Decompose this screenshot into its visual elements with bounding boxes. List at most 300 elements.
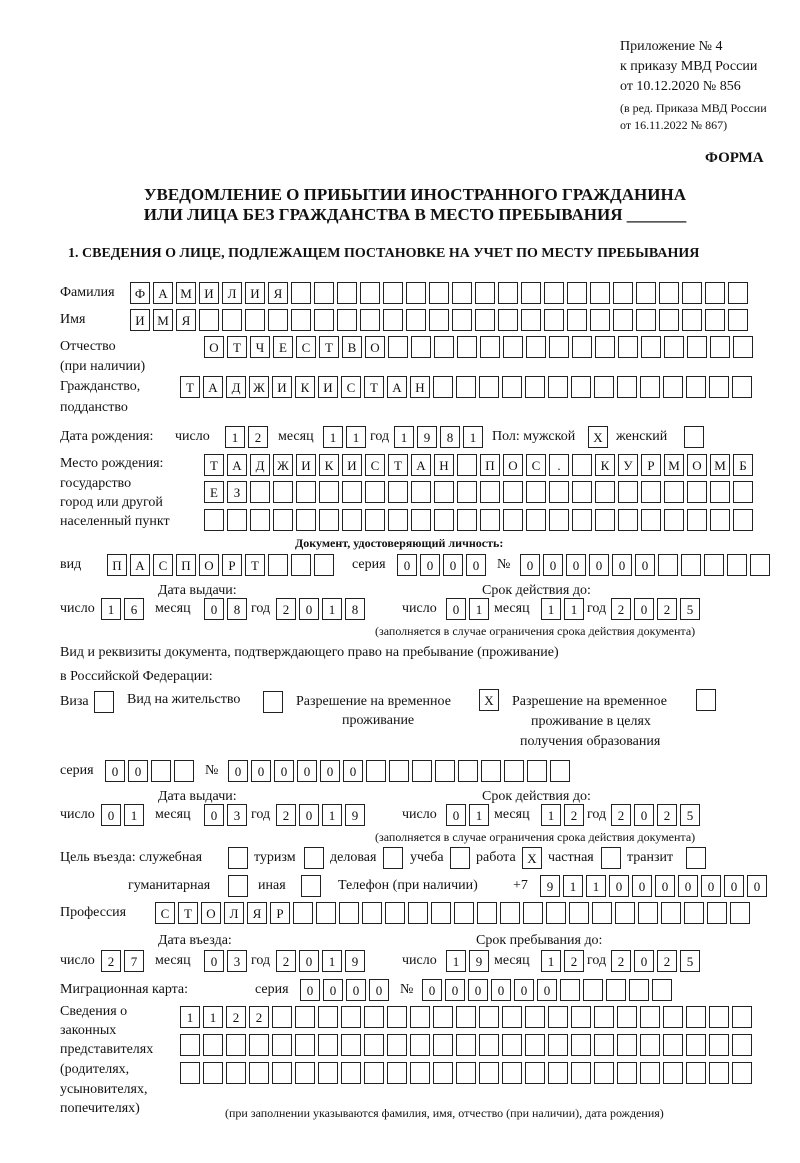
char-cell[interactable] [203, 1062, 223, 1084]
id-valid-day-field[interactable] [446, 598, 492, 620]
char-cell[interactable] [318, 1006, 338, 1028]
char-cell[interactable] [314, 554, 334, 576]
char-cell[interactable]: 0 [747, 875, 767, 897]
char-cell[interactable] [652, 979, 672, 1001]
birth-year-field[interactable] [394, 426, 486, 448]
char-cell[interactable]: 1 [203, 1006, 223, 1028]
char-cell[interactable] [456, 1034, 476, 1056]
purpose-transit-checkbox[interactable] [686, 847, 709, 869]
char-cell[interactable]: А [411, 454, 431, 476]
representatives-field-1[interactable] [180, 1006, 755, 1028]
char-cell[interactable] [594, 1034, 614, 1056]
stay-until-year-field[interactable] [611, 950, 703, 972]
char-cell[interactable] [480, 336, 500, 358]
char-cell[interactable] [709, 1006, 729, 1028]
char-cell[interactable] [410, 1062, 430, 1084]
char-cell[interactable] [595, 481, 615, 503]
char-cell[interactable] [304, 847, 324, 869]
char-cell[interactable] [203, 1034, 223, 1056]
char-cell[interactable] [296, 509, 316, 531]
residence-permit-checkbox[interactable] [263, 691, 286, 713]
purpose-work-checkbox[interactable] [522, 847, 545, 869]
char-cell[interactable] [301, 875, 321, 897]
char-cell[interactable]: 0 [634, 598, 654, 620]
char-cell[interactable] [686, 1062, 706, 1084]
char-cell[interactable] [684, 426, 704, 448]
char-cell[interactable]: 0 [446, 804, 466, 826]
char-cell[interactable] [249, 1062, 269, 1084]
char-cell[interactable]: А [203, 376, 223, 398]
char-cell[interactable]: 0 [369, 979, 389, 1001]
char-cell[interactable] [452, 282, 472, 304]
char-cell[interactable]: А [153, 282, 173, 304]
char-cell[interactable] [548, 1006, 568, 1028]
char-cell[interactable]: Р [222, 554, 242, 576]
char-cell[interactable] [250, 481, 270, 503]
char-cell[interactable] [479, 376, 499, 398]
char-cell[interactable] [314, 282, 334, 304]
char-cell[interactable]: 0 [632, 875, 652, 897]
char-cell[interactable]: 0 [299, 598, 319, 620]
char-cell[interactable]: 1 [322, 598, 342, 620]
char-cell[interactable]: Т [178, 902, 198, 924]
char-cell[interactable]: 0 [251, 760, 271, 782]
char-cell[interactable] [569, 902, 589, 924]
char-cell[interactable]: Л [224, 902, 244, 924]
purpose-humanitarian-checkbox[interactable] [228, 875, 251, 897]
char-cell[interactable] [696, 689, 716, 711]
char-cell[interactable] [664, 509, 684, 531]
char-cell[interactable] [250, 509, 270, 531]
char-cell[interactable]: 9 [417, 426, 437, 448]
entry-day-field[interactable] [101, 950, 147, 972]
char-cell[interactable] [636, 309, 656, 331]
char-cell[interactable] [687, 481, 707, 503]
char-cell[interactable] [663, 1062, 683, 1084]
char-cell[interactable]: Т [319, 336, 339, 358]
char-cell[interactable]: Т [364, 376, 384, 398]
char-cell[interactable] [454, 902, 474, 924]
char-cell[interactable] [527, 760, 547, 782]
char-cell[interactable]: 0 [514, 979, 534, 1001]
char-cell[interactable]: Е [273, 336, 293, 358]
stay-until-month-field[interactable] [541, 950, 587, 972]
char-cell[interactable]: Ф [130, 282, 150, 304]
char-cell[interactable] [337, 282, 357, 304]
char-cell[interactable]: 0 [420, 554, 440, 576]
char-cell[interactable]: 0 [446, 598, 466, 620]
char-cell[interactable] [523, 902, 543, 924]
char-cell[interactable]: 0 [468, 979, 488, 1001]
char-cell[interactable] [383, 847, 403, 869]
char-cell[interactable]: К [595, 454, 615, 476]
char-cell[interactable]: М [664, 454, 684, 476]
char-cell[interactable]: 9 [345, 804, 365, 826]
char-cell[interactable] [629, 979, 649, 1001]
char-cell[interactable] [684, 902, 704, 924]
sex-male-checkbox[interactable] [588, 426, 611, 448]
char-cell[interactable]: С [155, 902, 175, 924]
char-cell[interactable]: Е [204, 481, 224, 503]
char-cell[interactable] [227, 509, 247, 531]
char-cell[interactable]: Ч [250, 336, 270, 358]
char-cell[interactable] [663, 376, 683, 398]
char-cell[interactable]: 0 [204, 598, 224, 620]
char-cell[interactable] [617, 1034, 637, 1056]
char-cell[interactable] [521, 282, 541, 304]
char-cell[interactable] [709, 1034, 729, 1056]
char-cell[interactable]: О [687, 454, 707, 476]
char-cell[interactable] [594, 376, 614, 398]
char-cell[interactable] [291, 282, 311, 304]
char-cell[interactable] [704, 554, 724, 576]
char-cell[interactable] [732, 1006, 752, 1028]
char-cell[interactable] [572, 509, 592, 531]
stay-series-field[interactable] [105, 760, 197, 782]
char-cell[interactable] [174, 760, 194, 782]
char-cell[interactable] [272, 1034, 292, 1056]
char-cell[interactable]: 0 [491, 979, 511, 1001]
char-cell[interactable] [199, 309, 219, 331]
stay-until-day-field[interactable] [446, 950, 492, 972]
char-cell[interactable]: 1 [323, 426, 343, 448]
char-cell[interactable]: И [318, 376, 338, 398]
char-cell[interactable]: А [387, 376, 407, 398]
char-cell[interactable] [710, 509, 730, 531]
representatives-field-2[interactable] [180, 1034, 755, 1056]
char-cell[interactable] [389, 760, 409, 782]
char-cell[interactable]: 0 [397, 554, 417, 576]
char-cell[interactable] [273, 481, 293, 503]
char-cell[interactable] [450, 847, 470, 869]
char-cell[interactable] [549, 481, 569, 503]
char-cell[interactable] [268, 554, 288, 576]
birth-day-field[interactable] [225, 426, 271, 448]
char-cell[interactable] [567, 309, 587, 331]
char-cell[interactable] [433, 1034, 453, 1056]
char-cell[interactable] [664, 336, 684, 358]
char-cell[interactable] [732, 1062, 752, 1084]
char-cell[interactable]: И [272, 376, 292, 398]
char-cell[interactable]: С [526, 454, 546, 476]
char-cell[interactable]: К [319, 454, 339, 476]
char-cell[interactable] [479, 1034, 499, 1056]
char-cell[interactable]: 2 [564, 950, 584, 972]
char-cell[interactable] [705, 309, 725, 331]
char-cell[interactable]: 1 [101, 598, 121, 620]
char-cell[interactable]: 1 [564, 598, 584, 620]
char-cell[interactable]: О [199, 554, 219, 576]
char-cell[interactable] [272, 1062, 292, 1084]
char-cell[interactable]: 0 [274, 760, 294, 782]
char-cell[interactable]: О [201, 902, 221, 924]
char-cell[interactable]: 5 [680, 598, 700, 620]
char-cell[interactable]: 2 [276, 598, 296, 620]
char-cell[interactable] [687, 336, 707, 358]
char-cell[interactable] [291, 554, 311, 576]
char-cell[interactable] [475, 282, 495, 304]
char-cell[interactable]: Д [250, 454, 270, 476]
id-issue-month-field[interactable] [204, 598, 250, 620]
char-cell[interactable] [429, 282, 449, 304]
char-cell[interactable]: 0 [609, 875, 629, 897]
char-cell[interactable] [664, 481, 684, 503]
char-cell[interactable] [341, 1062, 361, 1084]
char-cell[interactable] [710, 481, 730, 503]
char-cell[interactable]: 2 [657, 804, 677, 826]
char-cell[interactable] [291, 309, 311, 331]
char-cell[interactable] [617, 1006, 637, 1028]
char-cell[interactable]: 1 [394, 426, 414, 448]
char-cell[interactable] [750, 554, 770, 576]
char-cell[interactable] [411, 509, 431, 531]
char-cell[interactable] [364, 1062, 384, 1084]
char-cell[interactable] [641, 509, 661, 531]
char-cell[interactable]: 1 [446, 950, 466, 972]
char-cell[interactable] [341, 1034, 361, 1056]
char-cell[interactable] [571, 1034, 591, 1056]
char-cell[interactable] [548, 376, 568, 398]
char-cell[interactable] [525, 376, 545, 398]
char-cell[interactable]: 3 [227, 950, 247, 972]
char-cell[interactable] [480, 509, 500, 531]
char-cell[interactable]: С [341, 376, 361, 398]
char-cell[interactable] [228, 875, 248, 897]
char-cell[interactable]: Н [410, 376, 430, 398]
char-cell[interactable] [94, 691, 114, 713]
char-cell[interactable] [457, 481, 477, 503]
char-cell[interactable]: 6 [124, 598, 144, 620]
char-cell[interactable]: 0 [128, 760, 148, 782]
char-cell[interactable]: 0 [228, 760, 248, 782]
migration-number-field[interactable] [422, 979, 675, 1001]
char-cell[interactable]: О [204, 336, 224, 358]
char-cell[interactable] [411, 336, 431, 358]
char-cell[interactable]: 2 [611, 804, 631, 826]
char-cell[interactable] [571, 1006, 591, 1028]
char-cell[interactable] [388, 509, 408, 531]
char-cell[interactable]: 0 [466, 554, 486, 576]
char-cell[interactable] [318, 1034, 338, 1056]
char-cell[interactable] [567, 282, 587, 304]
char-cell[interactable] [549, 509, 569, 531]
stay-valid-day-field[interactable] [446, 804, 492, 826]
id-type-field[interactable] [107, 554, 337, 576]
edu-residence-checkbox[interactable] [696, 689, 719, 711]
id-number-field[interactable] [520, 554, 773, 576]
char-cell[interactable]: 1 [463, 426, 483, 448]
char-cell[interactable] [502, 1034, 522, 1056]
char-cell[interactable]: О [503, 454, 523, 476]
char-cell[interactable]: Я [268, 282, 288, 304]
char-cell[interactable] [457, 336, 477, 358]
char-cell[interactable] [337, 309, 357, 331]
char-cell[interactable]: 1 [124, 804, 144, 826]
char-cell[interactable] [659, 309, 679, 331]
char-cell[interactable]: 7 [124, 950, 144, 972]
char-cell[interactable]: 0 [101, 804, 121, 826]
char-cell[interactable]: И [199, 282, 219, 304]
char-cell[interactable]: 0 [543, 554, 563, 576]
char-cell[interactable] [387, 1062, 407, 1084]
stay-valid-month-field[interactable] [541, 804, 587, 826]
char-cell[interactable] [456, 376, 476, 398]
char-cell[interactable] [641, 336, 661, 358]
visa-checkbox[interactable] [94, 691, 117, 713]
char-cell[interactable] [525, 1034, 545, 1056]
char-cell[interactable]: И [130, 309, 150, 331]
char-cell[interactable]: 9 [540, 875, 560, 897]
char-cell[interactable] [594, 1006, 614, 1028]
char-cell[interactable] [503, 336, 523, 358]
char-cell[interactable] [618, 481, 638, 503]
char-cell[interactable] [526, 481, 546, 503]
char-cell[interactable] [479, 1006, 499, 1028]
char-cell[interactable]: 2 [101, 950, 121, 972]
char-cell[interactable]: О [365, 336, 385, 358]
stay-number-field[interactable] [228, 760, 573, 782]
char-cell[interactable]: 0 [724, 875, 744, 897]
char-cell[interactable]: Т [204, 454, 224, 476]
name-field[interactable] [130, 309, 751, 331]
char-cell[interactable] [550, 760, 570, 782]
char-cell[interactable] [682, 309, 702, 331]
char-cell[interactable] [222, 309, 242, 331]
char-cell[interactable]: Б [733, 454, 753, 476]
char-cell[interactable]: 2 [611, 598, 631, 620]
purpose-other-checkbox[interactable] [301, 875, 324, 897]
char-cell[interactable] [295, 1006, 315, 1028]
char-cell[interactable] [429, 309, 449, 331]
char-cell[interactable] [572, 336, 592, 358]
char-cell[interactable] [659, 282, 679, 304]
char-cell[interactable] [318, 1062, 338, 1084]
char-cell[interactable] [590, 309, 610, 331]
char-cell[interactable] [263, 691, 283, 713]
id-valid-year-field[interactable] [611, 598, 703, 620]
char-cell[interactable] [314, 309, 334, 331]
profession-field[interactable] [155, 902, 753, 924]
char-cell[interactable] [385, 902, 405, 924]
char-cell[interactable] [272, 1006, 292, 1028]
char-cell[interactable]: 1 [322, 804, 342, 826]
char-cell[interactable] [480, 481, 500, 503]
char-cell[interactable]: Т [388, 454, 408, 476]
char-cell[interactable]: 0 [445, 979, 465, 1001]
char-cell[interactable]: Т [180, 376, 200, 398]
char-cell[interactable] [590, 282, 610, 304]
char-cell[interactable] [503, 509, 523, 531]
char-cell[interactable] [544, 309, 564, 331]
char-cell[interactable] [504, 760, 524, 782]
char-cell[interactable] [249, 1034, 269, 1056]
char-cell[interactable] [365, 509, 385, 531]
char-cell[interactable] [410, 1006, 430, 1028]
char-cell[interactable]: 1 [180, 1006, 200, 1028]
char-cell[interactable] [433, 1062, 453, 1084]
char-cell[interactable]: 0 [299, 950, 319, 972]
char-cell[interactable] [732, 1034, 752, 1056]
birthplace-field-2[interactable] [204, 481, 756, 503]
char-cell[interactable] [434, 509, 454, 531]
migration-series-field[interactable] [300, 979, 392, 1001]
char-cell[interactable]: 0 [300, 979, 320, 1001]
char-cell[interactable]: X [588, 426, 608, 448]
char-cell[interactable] [640, 1006, 660, 1028]
char-cell[interactable] [456, 1006, 476, 1028]
birth-month-field[interactable] [323, 426, 369, 448]
char-cell[interactable] [365, 481, 385, 503]
char-cell[interactable]: И [245, 282, 265, 304]
char-cell[interactable] [686, 376, 706, 398]
char-cell[interactable] [705, 282, 725, 304]
char-cell[interactable] [502, 1062, 522, 1084]
char-cell[interactable] [546, 902, 566, 924]
purpose-private-checkbox[interactable] [601, 847, 624, 869]
char-cell[interactable] [151, 760, 171, 782]
temp-residence-checkbox[interactable] [479, 689, 502, 711]
char-cell[interactable] [613, 282, 633, 304]
char-cell[interactable] [498, 282, 518, 304]
char-cell[interactable]: 1 [541, 598, 561, 620]
char-cell[interactable] [594, 1062, 614, 1084]
char-cell[interactable]: 0 [105, 760, 125, 782]
char-cell[interactable] [364, 1034, 384, 1056]
char-cell[interactable] [707, 902, 727, 924]
char-cell[interactable] [342, 481, 362, 503]
char-cell[interactable]: П [107, 554, 127, 576]
char-cell[interactable] [383, 282, 403, 304]
char-cell[interactable] [475, 309, 495, 331]
id-series-field[interactable] [397, 554, 489, 576]
char-cell[interactable] [412, 760, 432, 782]
id-issue-day-field[interactable] [101, 598, 147, 620]
char-cell[interactable]: 1 [469, 598, 489, 620]
char-cell[interactable] [228, 847, 248, 869]
char-cell[interactable] [339, 902, 359, 924]
char-cell[interactable]: 0 [701, 875, 721, 897]
char-cell[interactable]: Р [270, 902, 290, 924]
char-cell[interactable] [295, 1034, 315, 1056]
stay-issue-month-field[interactable] [204, 804, 250, 826]
char-cell[interactable] [572, 454, 592, 476]
char-cell[interactable] [406, 282, 426, 304]
char-cell[interactable]: 2 [657, 598, 677, 620]
char-cell[interactable] [226, 1062, 246, 1084]
char-cell[interactable]: 2 [248, 426, 268, 448]
char-cell[interactable] [360, 309, 380, 331]
char-cell[interactable] [681, 554, 701, 576]
char-cell[interactable] [502, 1006, 522, 1028]
char-cell[interactable]: 9 [469, 950, 489, 972]
char-cell[interactable] [548, 1062, 568, 1084]
purpose-study-checkbox[interactable] [450, 847, 473, 869]
char-cell[interactable]: 0 [323, 979, 343, 1001]
char-cell[interactable] [411, 481, 431, 503]
char-cell[interactable]: 0 [566, 554, 586, 576]
char-cell[interactable]: 2 [564, 804, 584, 826]
char-cell[interactable] [526, 509, 546, 531]
char-cell[interactable] [364, 1006, 384, 1028]
char-cell[interactable] [571, 376, 591, 398]
char-cell[interactable] [410, 1034, 430, 1056]
char-cell[interactable] [498, 309, 518, 331]
purpose-service-checkbox[interactable] [228, 847, 251, 869]
char-cell[interactable]: 0 [320, 760, 340, 782]
char-cell[interactable]: 0 [655, 875, 675, 897]
char-cell[interactable]: П [176, 554, 196, 576]
char-cell[interactable]: 1 [541, 804, 561, 826]
